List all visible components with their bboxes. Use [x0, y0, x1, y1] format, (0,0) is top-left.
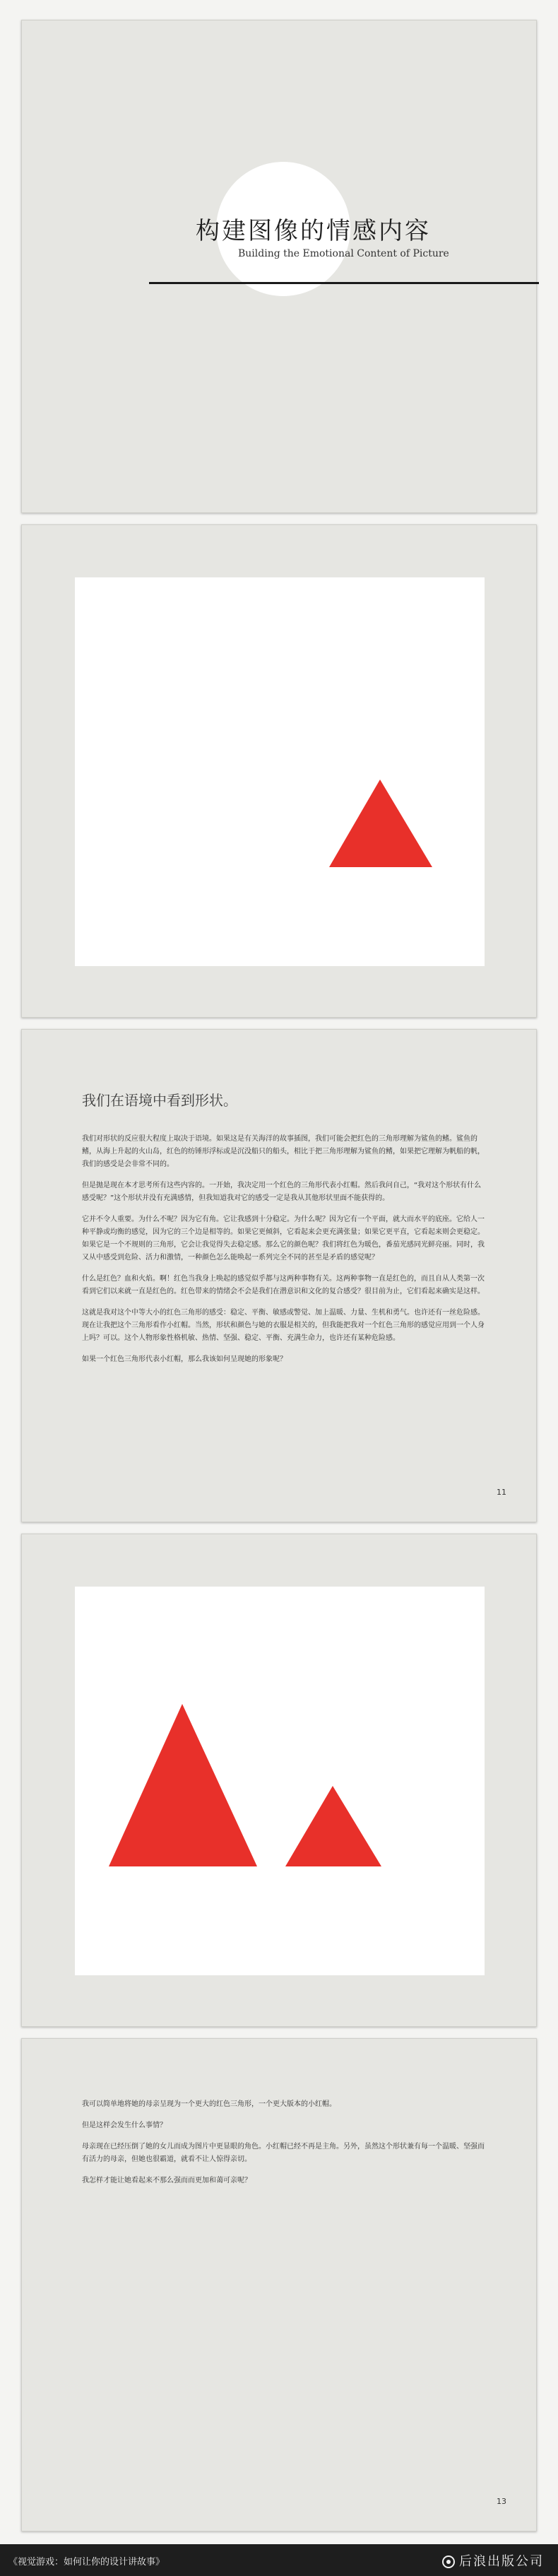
illustration-page-two-triangles — [21, 1534, 537, 2027]
triangles-illustration — [75, 1587, 485, 1975]
body-text — [82, 2098, 485, 2196]
book-title: 《视觉游戏：如何让你的设计讲故事》 — [8, 2557, 165, 2568]
chapter-subtitle: Building the Emotional Content of Picture — [238, 248, 449, 259]
page-number: 13 — [497, 2497, 506, 2506]
small-red-triangle — [285, 1786, 381, 1866]
red-triangle — [329, 780, 432, 867]
large-red-triangle — [109, 1704, 257, 1866]
illustration-page-single-triangle — [21, 524, 537, 1018]
text-page-11 — [21, 1029, 537, 1522]
page-number: 11 — [497, 1488, 506, 1497]
paragraph: 什么是红色？血和火焰。啊！红色当我身上唤起的感觉似乎都与这两种事物有关。这两种事物一直是红色的，而且自从人类第一次看到它们以来就一直是红色的。红色带来的情绪会不会是我们在潜意识和文化的复合感受？很目前为止，它们看起来确实是这样。 — [82, 1275, 485, 1295]
paragraph: 母亲现在已经压倒了她的女儿而成为图片中更显眼的角色。小红帽已经不再是主角。另外，虽然这个形状兼有每一个温暖、坚强而有活力的母亲，但她也很霸道，就看不让人惊得亲切。 — [82, 2143, 485, 2163]
triangle-illustration — [75, 577, 485, 966]
publisher — [442, 2551, 544, 2570]
paragraph: 如果一个红色三角形代表小红帽，那么我该如何呈现她的形象呢？ — [82, 1355, 287, 1363]
footer-bar — [0, 2544, 558, 2576]
title-rule — [149, 282, 539, 284]
publisher-name: 后浪出版公司 — [459, 2554, 544, 2569]
paragraph: 我可以简单地将她的母亲呈现为一个更大的红色三角形，一个更大版本的小红帽。 — [82, 2100, 336, 2108]
illustration-panel — [75, 577, 485, 966]
paragraph: 我怎样才能让她看起来不那么强而而更加和蔼可亲呢？ — [82, 2177, 251, 2184]
text-page-13 — [21, 2038, 537, 2531]
paragraph: 我们对形状的反应很大程度上取决于语境。如果这是有关海洋的故事插图，我们可能会把红色的三角形理解为鲨鱼的鳍。鲨鱼的鳍，从海上升起的火山岛，红色的纺锤形浮标或是沉没船只的船头，相比于把三角形理解为鲨鱼的鳍，如果把它理解为帆船的帆，我们的感受是会非常不同的。 — [82, 1135, 485, 1168]
publisher-logo-icon — [442, 2556, 455, 2568]
chapter-title: 构建图像的情感内容 — [196, 217, 431, 245]
paragraph: 这就是我对这个中等大小的红色三角形的感受：稳定、平衡、敏感或警觉、加上温暖、力量、生机和勇气。也许还有一丝危险感。现在让我把这个三角形看作小红帽。当然，形状和颜色与她的衣服是相关的，但我能把我对一个红色三角形的感觉应用到一个人身上吗？可以。这个人物形象性格机敏、热情、坚强、稳定、平衡、充满生命力，也许还有某种危险感。 — [82, 1309, 485, 1342]
body-text — [82, 1133, 485, 1375]
illustration-panel — [75, 1587, 485, 1975]
paragraph: 但是这样会发生什么事情？ — [82, 2122, 167, 2129]
paragraph: 但是抛是现在本才思考所有这些内容的。一开始，我决定用一个红色的三角形代表小红帽。然后我问自己，“我对这个形状有什么感受呢？”这个形状并没有充满感情，但我知道我对它的感受一定是我从其他形状里面不能获得的。 — [82, 1182, 482, 1202]
section-heading: 我们在语境中看到形状。 — [82, 1092, 237, 1109]
title-page — [21, 20, 537, 513]
paragraph: 它并不令人重要。为什么不呢？因为它有角。它让我感到十分稳定。为什么呢？因为它有一个平面，就大而水平的底座。它给人一种平静或均衡的感觉，因为它的三个边是相等的。如果它更倾斜，它看起来会更充满张量；如果它更平直，它看起来则会更稳定。如果它是一个不规则的三角形，它会让我觉得失去稳定感。那么它的颜色呢？我们将红色为暖色，番茄光感同光鲜亮丽。同时，我又从中感受到危险、活力和激情，一种颜色怎么能唤起一系列完全不同的甚至是矛盾的感觉呢？ — [82, 1216, 485, 1261]
